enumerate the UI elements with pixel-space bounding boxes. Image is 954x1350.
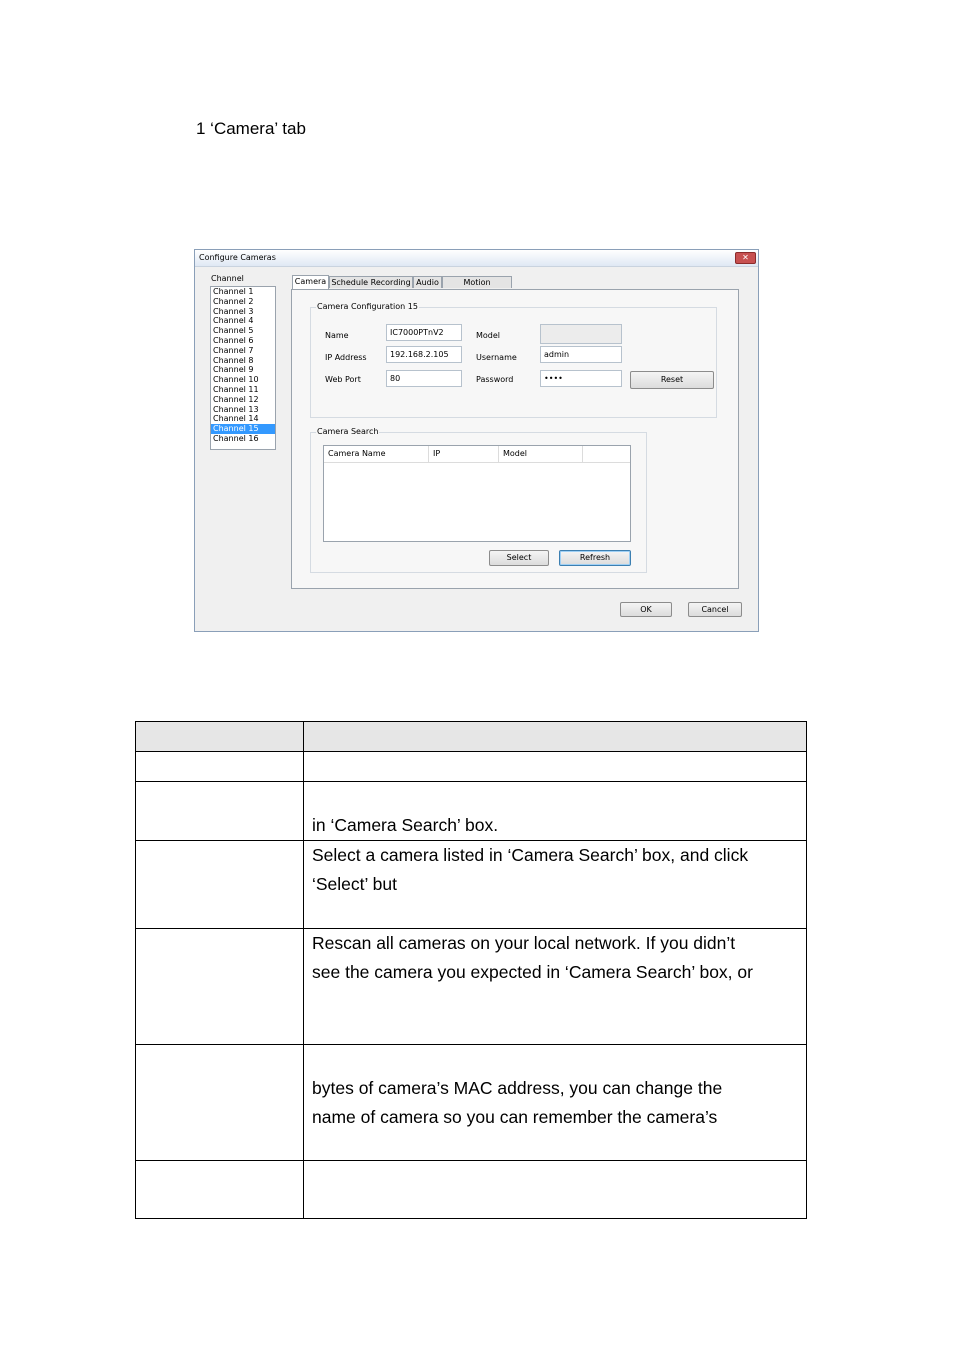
refresh-button[interactable]: Refresh (559, 550, 631, 566)
table-cell (304, 1045, 807, 1161)
channel-list-item[interactable]: Channel 14 (213, 414, 259, 424)
channel-list-item[interactable]: Channel 11 (213, 384, 259, 394)
channel-list-item[interactable]: Channel 1 (213, 287, 254, 296)
channel-list-item[interactable]: Channel 10 (213, 375, 259, 385)
cell-line: name of camera so you can remember the camera’s (312, 1107, 718, 1127)
table-row (136, 929, 807, 1045)
table-header-row (136, 722, 807, 752)
table-cell (304, 752, 807, 782)
name-input[interactable]: IC7000PTnV2 (386, 324, 462, 341)
column-model[interactable]: Model (499, 446, 583, 462)
reset-button[interactable]: Reset (630, 371, 714, 389)
table-cell (136, 929, 304, 1045)
web-port-input[interactable]: 80 (386, 370, 462, 387)
camera-configuration-label: Camera Configuration 15 (317, 302, 418, 311)
table-row (136, 1045, 807, 1161)
section-heading: 1 ‘Camera’ tab (196, 119, 306, 138)
close-icon[interactable]: ✕ (735, 252, 756, 264)
tab-camera[interactable]: Camera (292, 275, 329, 289)
camera-search-label: Camera Search (317, 427, 379, 436)
camera-configuration-group (310, 302, 717, 418)
tab-motion-recording[interactable]: Motion (442, 276, 512, 288)
select-button[interactable]: Select (489, 550, 549, 566)
table-cell (304, 841, 807, 929)
channel-list-item[interactable]: Channel 7 (213, 345, 254, 355)
username-input[interactable]: admin (540, 346, 622, 363)
column-ip[interactable]: IP (429, 446, 499, 462)
channel-list-item[interactable]: Channel 16 (213, 433, 259, 443)
channel-list-item[interactable]: Channel 8 (213, 355, 254, 365)
cell-line: see the camera you expected in ‘Camera Search’ box, or (312, 962, 753, 982)
channel-list-item[interactable]: Channel 13 (213, 404, 259, 414)
table-row (136, 782, 807, 841)
cell-line: Select a camera listed in ‘Camera Search’ box, and click (312, 845, 749, 865)
web-port-label: Web Port (325, 375, 361, 384)
cell-line: bytes of camera’s MAC address, you can change the (312, 1078, 723, 1098)
channel-listbox[interactable] (210, 286, 276, 450)
ip-address-input[interactable]: 192.168.2.105 (386, 346, 462, 363)
ok-button[interactable]: OK (620, 602, 672, 617)
username-label: Username (476, 353, 517, 362)
table-cell (136, 1161, 304, 1219)
table-cell (136, 1045, 304, 1161)
channel-list-item[interactable]: Channel 12 (213, 394, 259, 404)
column-camera-name[interactable]: Camera Name (324, 446, 429, 462)
channel-list-item[interactable]: Channel 3 (213, 306, 254, 316)
dialog-titlebar (195, 250, 758, 267)
channel-list-item[interactable]: Channel 15 (211, 424, 275, 434)
channel-label: Channel (211, 274, 244, 283)
tab-audio[interactable]: Audio (413, 276, 442, 288)
table-cell (136, 841, 304, 929)
password-input[interactable]: •••• (540, 370, 622, 387)
model-input (540, 324, 622, 344)
table-cell (136, 752, 304, 782)
table-cell (136, 782, 304, 841)
cell-line: in ‘Camera Search’ box. (312, 815, 499, 835)
table-cell (304, 782, 807, 841)
channel-list-item[interactable]: Channel 9 (213, 365, 254, 375)
channel-list-item[interactable]: Channel 6 (213, 335, 254, 345)
channel-list-item[interactable]: Channel 4 (213, 316, 254, 326)
cell-line (312, 1045, 798, 1074)
table-cell (304, 1161, 807, 1219)
camera-search-list[interactable] (323, 445, 631, 542)
cancel-button[interactable]: Cancel (688, 602, 742, 617)
cell-line: Rescan all cameras on your local network. If you didn’t (312, 933, 736, 953)
description-table (135, 721, 807, 1219)
table-row (136, 1161, 807, 1219)
ip-address-label: IP Address (325, 353, 367, 362)
password-label: Password (476, 375, 514, 384)
table-row (136, 752, 807, 782)
camera-search-header (324, 446, 630, 463)
channel-list-item[interactable]: Channel 2 (213, 296, 254, 306)
tab-schedule-recording[interactable]: Schedule Recording (329, 276, 413, 288)
channel-list-item[interactable]: Channel 5 (213, 326, 254, 336)
model-label: Model (476, 331, 501, 340)
table-cell (304, 722, 807, 752)
table-cell (136, 722, 304, 752)
name-label: Name (325, 331, 349, 340)
dialog-title: Configure Cameras (199, 253, 276, 262)
configure-cameras-dialog (194, 249, 759, 632)
camera-tab-panel (291, 289, 739, 589)
cell-line (312, 782, 798, 811)
table-cell (304, 929, 807, 1045)
table-row (136, 841, 807, 929)
cell-line: ‘Select’ but (312, 874, 397, 894)
